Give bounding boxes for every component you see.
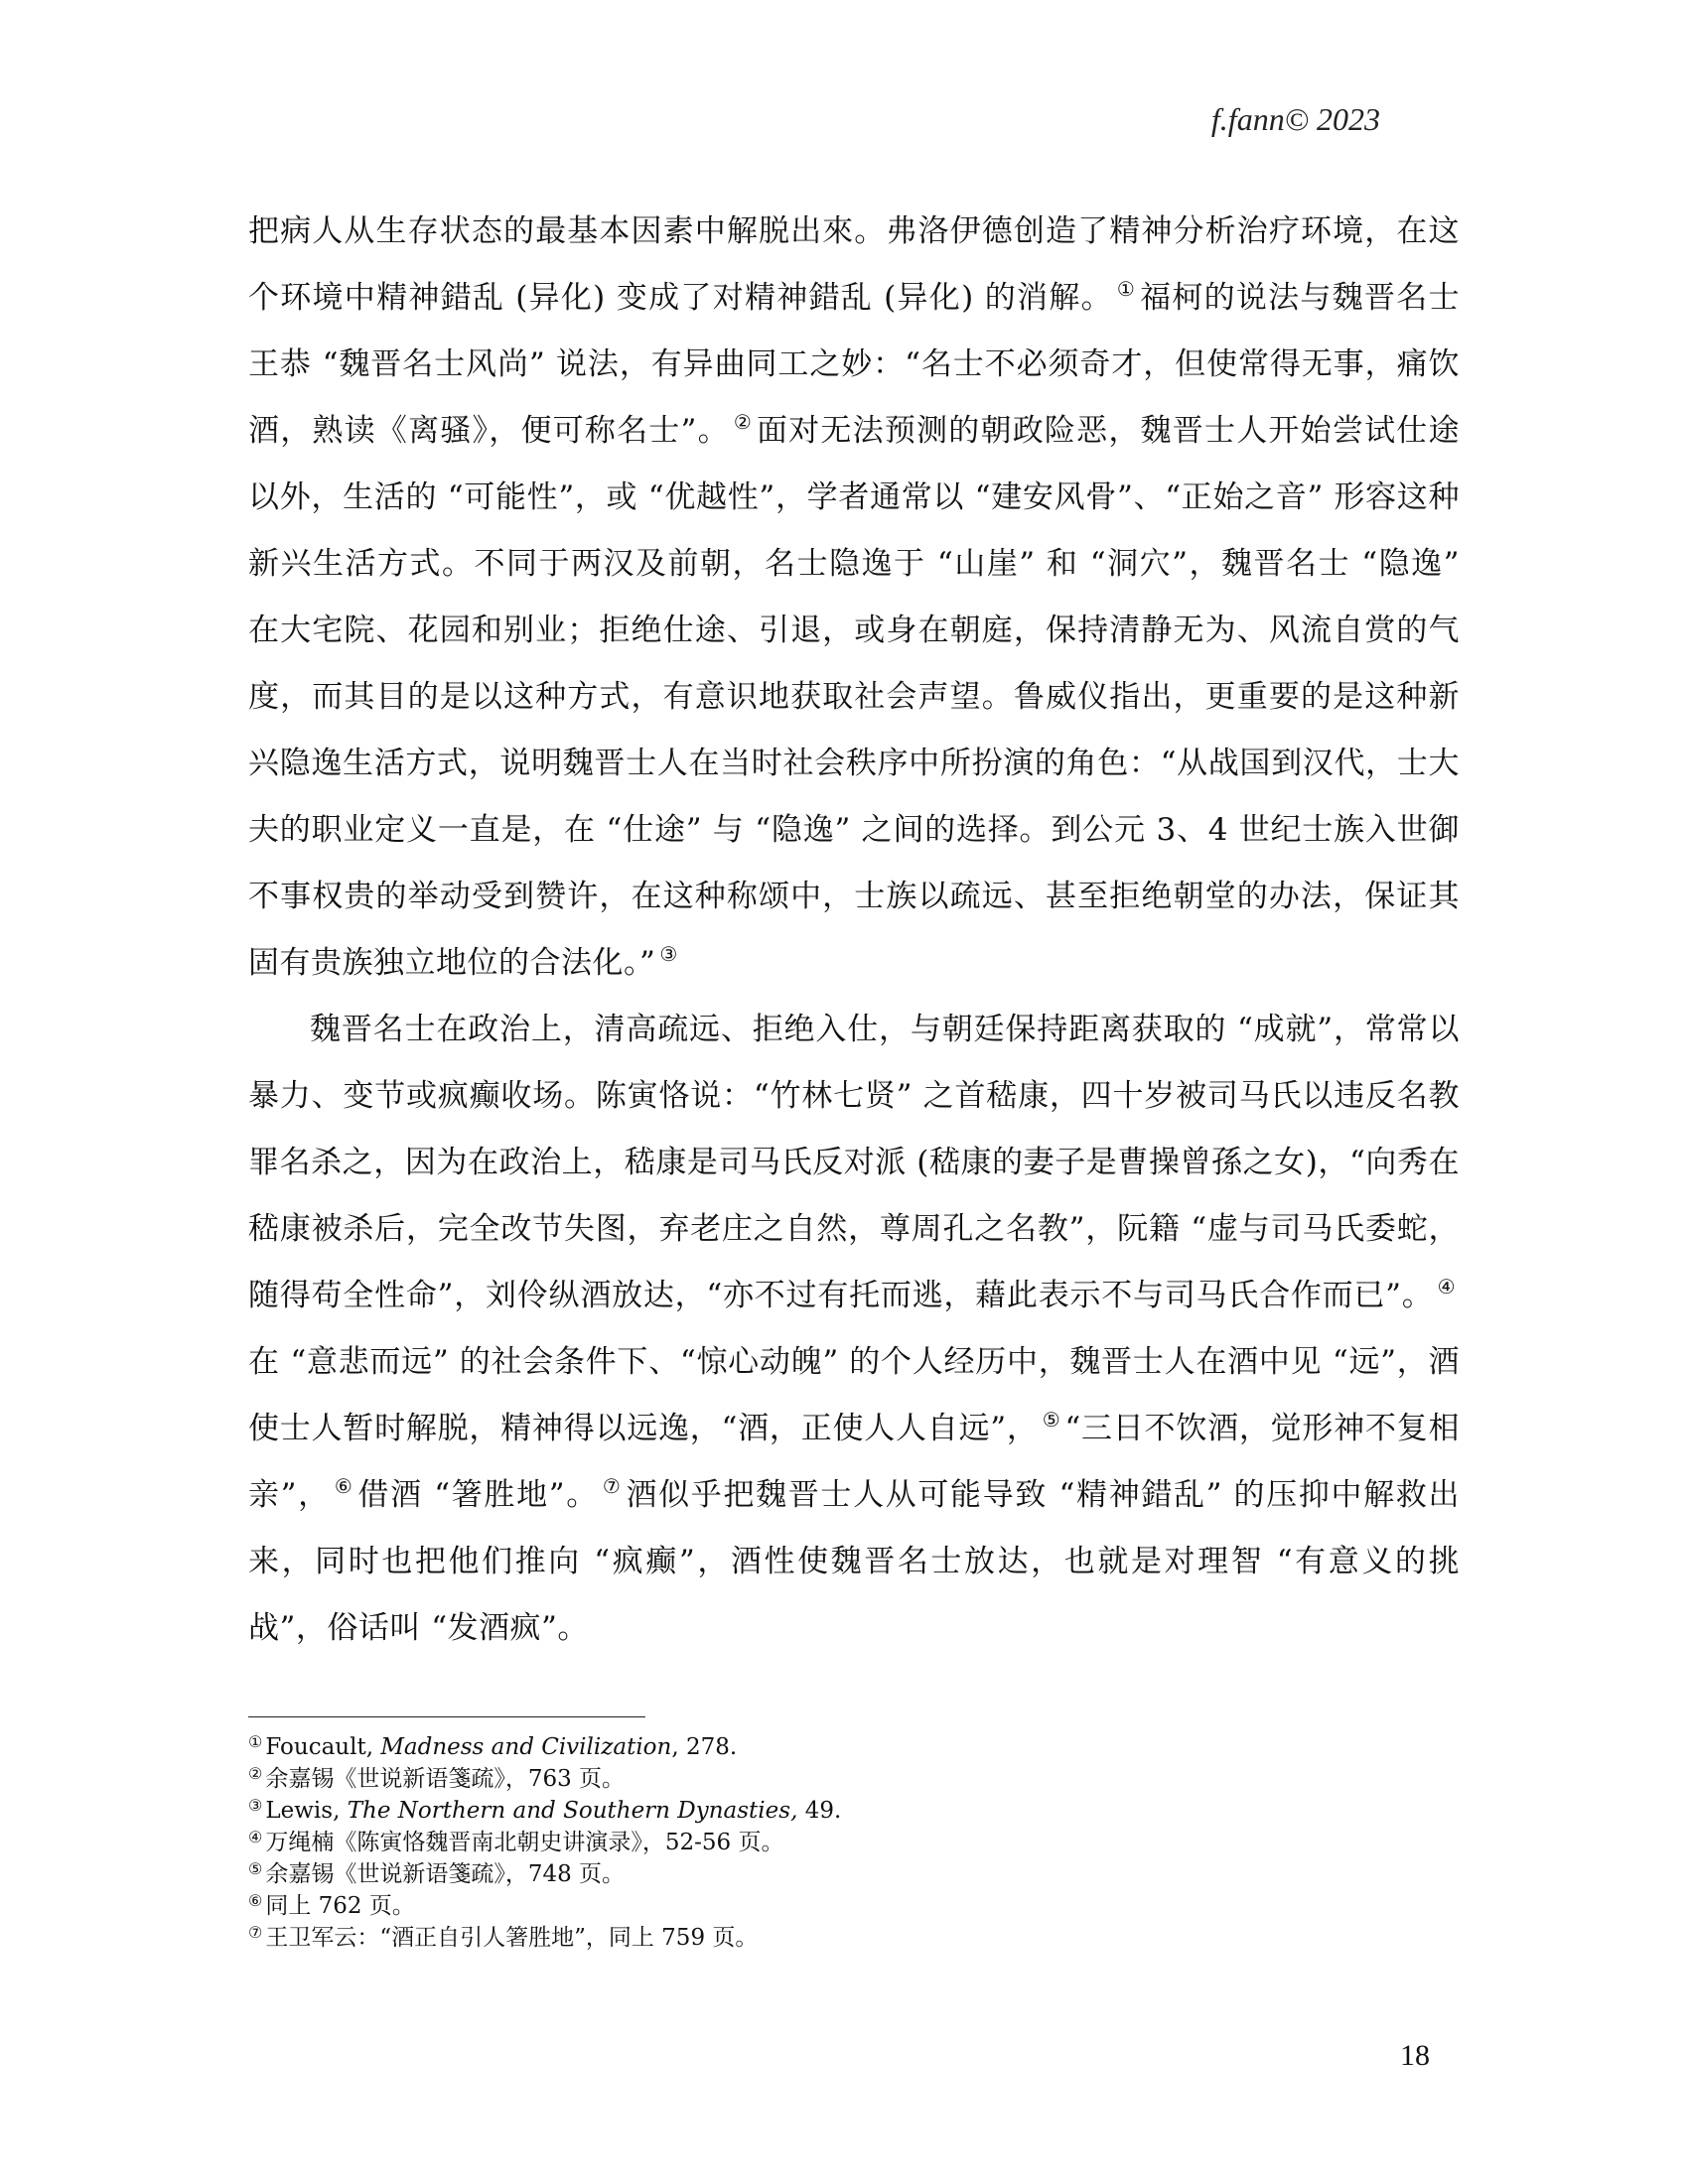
footnote-3 <box>248 1795 1440 1827</box>
page-number: 18 <box>1400 2039 1430 2072</box>
footnote-2 <box>248 1763 1440 1795</box>
footnotes <box>248 1731 1440 1954</box>
footnote-text: Foucault, <box>265 1734 381 1760</box>
footnote-ref-4[interactable]: ④ <box>1437 1275 1456 1298</box>
footnote-number: ③ <box>248 1796 263 1815</box>
paragraph-text: 在 “意悲而远” 的社会条件下、“惊心动魄” 的个人经历中，魏晋士人在酒中见 “远”，酒使士人暂时解脱，精神得以远逸，“酒，正使人人自远”， <box>248 1344 1460 1446</box>
footnote-text: 49. <box>797 1798 842 1824</box>
paragraph-text: 把病人从生存状态的最基本因素中解脱出來。弗洛伊德创造了精神分析治疗环境，在这个环境中精神錯乱 (异化) 变成了对精神錯乱 (异化) 的消解。 <box>248 213 1460 316</box>
footnote-7 <box>248 1922 1440 1954</box>
footnote-number: ④ <box>248 1828 263 1846</box>
paragraph-text: 酒似乎把魏晋士人从可能导致 “精神錯乱” 的压抑中解救出来，同时也把他们推向 “疯癫”，酒性使魏晋名士放达，也就是对理智 “有意义的挑战”，俗话叫 “发酒疯”。 <box>248 1477 1460 1646</box>
footnote-number: ⑤ <box>248 1859 263 1878</box>
footnote-text: Lewis, <box>265 1798 348 1824</box>
footnote-title: The Northern and Southern Dynasties, <box>347 1798 798 1824</box>
footnote-ref-7[interactable]: ⑦ <box>602 1474 623 1498</box>
footnote-1 <box>248 1731 1440 1763</box>
page-header-copyright: f.fann© 2023 <box>1210 101 1380 137</box>
paragraph-text: 面对无法预测的朝政险恶，魏晋士人开始尝试仕途以外，生活的 “可能性”，或 “优越性”，学者通常以 “建安风骨”、“正始之音” 形容这种新兴生活方式。不同于两汉及前朝，名士隐逸于 “山崖” 和 “洞穴”，魏晋名士 “隐逸” 在大宅院、花园和别业；拒绝仕途、引退，或身在朝庭，保持清静无为、风流自赏的气度，而其目的是以这种方式，有意识地获取社会声望。鲁威仪指出，更重要的是这种新兴隐逸生活方式，说明魏晋士人在当时社会秩序中所扮演的角色：“从战国到汉代，士大夫的职业定义一直是，在 “仕途” 与 “隐逸” 之间的选择。到公元 3、4 世纪士族入世御不事权贵的举动受到赞许，在这种称颂中，士族以疏远、甚至拒绝朝堂的办法，保证其固有贵族独立地位的合法化。” <box>248 413 1460 981</box>
footnote-5 <box>248 1858 1440 1890</box>
paragraph-text: 福柯的说法与魏晋名士王恭 “魏晋名士风尚” 说法，有异曲同工之妙：“名士不必须奇才，但使常得无事，痛饮酒，熟读《离骚》，便可称名士”。 <box>248 280 1460 449</box>
footnote-text: 余嘉锡《世说新语箋疏》，763 页。 <box>265 1766 626 1792</box>
paragraph-2 <box>248 997 1460 1662</box>
footnote-number: ⑥ <box>248 1891 263 1910</box>
footnote-6 <box>248 1890 1440 1922</box>
footnote-ref-1[interactable]: ① <box>1116 277 1137 301</box>
footnote-text: 王卫军云：“酒正自引人箸胜地”，同上 759 页。 <box>265 1925 759 1951</box>
footnote-text: , 278. <box>671 1734 738 1760</box>
paragraph-text: 魏晋名士在政治上，清高疏远、拒绝入仕，与朝廷保持距离获取的 “成就”，常常以暴力、变节或疯癫收场。陈寅恪说：“竹林七贤” 之首嵇康，四十岁被司马氏以违反名教罪名杀之，因为在政治上，嵇康是司马氏反对派 (嵇康的妻子是曹操曾孫之女)，“向秀在嵇康被杀后，完全改节失图，弃老庄之自然，尊周孔之名教”，阮籍 “虚与司马氏委蛇，随得苟全性命”，刘伶纵酒放达，“亦不过有托而逃，藉此表示不与司马氏合作而已”。 <box>248 1012 1460 1313</box>
footnote-text: 万绳楠《陈寅恪魏晋南北朝史讲演录》，52-56 页。 <box>265 1830 784 1855</box>
footnote-ref-5[interactable]: ⑤ <box>1042 1408 1061 1432</box>
footnote-text: 同上 762 页。 <box>265 1893 415 1919</box>
paragraph-text: 借酒 “箸胜地”。 <box>357 1477 599 1513</box>
paragraph-1 <box>248 199 1460 997</box>
footnote-number: ② <box>248 1764 263 1783</box>
body-text <box>248 199 1460 1662</box>
footnote-title: Madness and Civilization <box>380 1734 672 1760</box>
footnote-ref-2[interactable]: ② <box>733 410 753 434</box>
footnote-text: 余嘉锡《世说新语箋疏》，748 页。 <box>265 1861 626 1887</box>
footnote-ref-6[interactable]: ⑥ <box>334 1474 354 1498</box>
footnote-ref-3[interactable]: ③ <box>659 942 678 966</box>
footnote-4 <box>248 1827 1440 1858</box>
footnote-number: ⑦ <box>248 1923 263 1942</box>
footnote-number: ① <box>248 1732 263 1751</box>
paragraph-text: “三日不饮酒，觉形神不复相亲”， <box>248 1411 1460 1513</box>
footnote-separator <box>248 1716 645 1717</box>
